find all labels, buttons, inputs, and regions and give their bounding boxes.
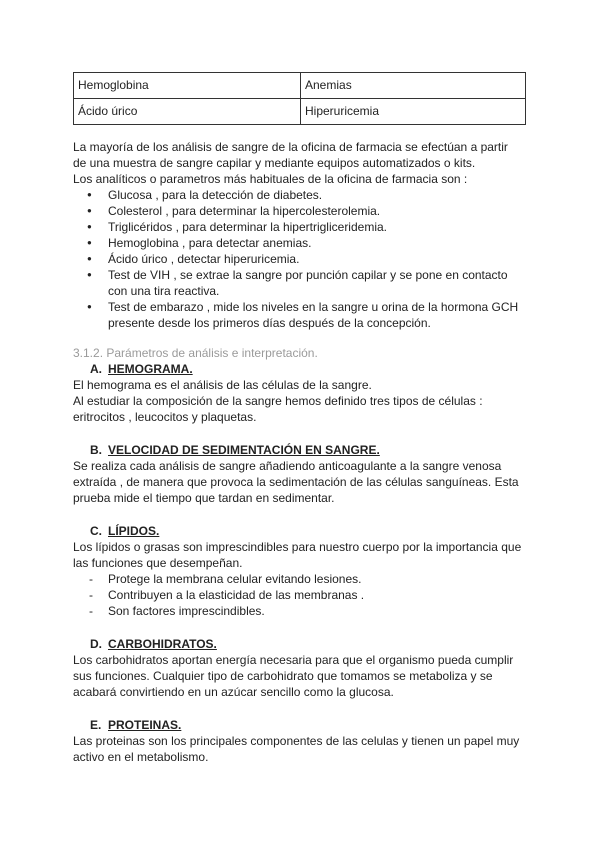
section-letter: B. xyxy=(90,443,102,457)
section-heading-hemograma xyxy=(73,361,528,377)
subsection-title: 3.1.2. Parámetros de análisis e interpretación. xyxy=(73,346,318,360)
list-item-line: presente desde los primeros días después de la concepción. xyxy=(108,316,431,330)
section-text-line: activo en el metabolismo. xyxy=(73,750,209,764)
section-title: CARBOHIDRATOS. xyxy=(108,637,217,651)
section-text-line: las funciones que desempeñan. xyxy=(73,556,243,570)
list-item-line: con una tira reactiva. xyxy=(108,284,220,298)
table-cell: Hiperuricemia xyxy=(301,99,526,125)
lipid-functions-list xyxy=(73,571,528,619)
intro-line: de una muestra de sangre capilar y mediante equipos automatizados o kits. xyxy=(73,156,476,170)
section-text-line: extraída , de manera que provoca la sedimentación de las células sanguíneas. Esta xyxy=(73,475,519,489)
list-item: - Contribuyen a la elasticidad de las membranas . xyxy=(73,587,528,603)
section-text-line: Las proteinas son los principales componentes de las celulas y tienen un papel muy xyxy=(73,734,520,748)
section-heading-lipidos xyxy=(73,523,528,539)
section-text-line: Los carbohidratos aportan energía necesaria para que el organismo pueda cumplir xyxy=(73,653,514,667)
section-heading-proteinas xyxy=(73,717,528,733)
list-item: - Son factores imprescindibles. xyxy=(73,603,528,619)
list-item xyxy=(73,267,528,299)
section-text-line: sus funciones. Cualquier tipo de carbohidrato que tomamos se metaboliza y se xyxy=(73,669,493,683)
section-title: HEMOGRAMA. xyxy=(108,362,193,376)
list-item-line: ● Test de VIH , se extrae la sangre por punción capilar y se pone en contacto xyxy=(108,268,508,282)
list-item xyxy=(73,299,528,331)
list-item: ● Ácido úrico , detectar hiperuricemia. xyxy=(73,251,528,267)
section-title: PROTEINAS. xyxy=(108,718,182,732)
section-letter: C. xyxy=(90,524,102,538)
table-row xyxy=(74,99,526,125)
section-text-line: Se realiza cada análisis de sangre añadiendo anticoagulante a la sangre venosa xyxy=(73,459,502,473)
section-heading-velocidad xyxy=(73,442,528,458)
intro-line: Los analíticos o parametros más habituales de la oficina de farmacia son : xyxy=(73,172,468,186)
analytics-list xyxy=(73,187,528,331)
list-item: ● Hemoglobina , para detectar anemias. xyxy=(73,235,528,251)
list-item: ● Triglicéridos , para determinar la hipertrigliceridemia. xyxy=(73,219,528,235)
section-letter: A. xyxy=(90,362,102,376)
section-text-line: Al estudiar la composición de la sangre hemos definido tres tipos de células : xyxy=(73,394,483,408)
section-title: VELOCIDAD DE SEDIMENTACIÓN EN SANGRE. xyxy=(108,443,380,457)
section-letter: E. xyxy=(90,718,102,732)
table-cell: Ácido úrico xyxy=(74,99,301,125)
section-text-line: acabará convirtiendo en un azúcar sencillo como la glucosa. xyxy=(73,685,394,699)
intro-paragraph xyxy=(73,139,528,187)
list-item-line: ● Test de embarazo , mide los niveles en la sangre u orina de la hormona GCH xyxy=(108,300,519,314)
list-item: ● Glucosa , para la detección de diabetes. xyxy=(73,187,528,203)
section-text-line: eritrocitos , leucocitos y plaquetas. xyxy=(73,410,257,424)
table-cell: Anemias xyxy=(301,73,526,99)
table-cell: Hemoglobina xyxy=(74,73,301,99)
section-text-line: prueba mide el tiempo que tardan en sedimentar. xyxy=(73,491,335,505)
list-item: ● Colesterol , para determinar la hipercolesterolemia. xyxy=(73,203,528,219)
intro-line: La mayoría de los análisis de sangre de la oficina de farmacia se efectúan a partir xyxy=(73,140,508,154)
section-text-line: El hemograma es el análisis de las células de la sangre. xyxy=(73,378,372,392)
table-row xyxy=(74,73,526,99)
document-page xyxy=(73,72,528,765)
section-title: LÍPIDOS. xyxy=(108,524,160,538)
section-letter: D. xyxy=(90,637,102,651)
parameters-table xyxy=(73,72,526,125)
section-heading-carbohidratos xyxy=(73,636,528,652)
list-item: - Protege la membrana celular evitando lesiones. xyxy=(73,571,528,587)
section-text-line: Los lípidos o grasas son imprescindibles para nuestro cuerpo por la importancia que xyxy=(73,540,522,554)
